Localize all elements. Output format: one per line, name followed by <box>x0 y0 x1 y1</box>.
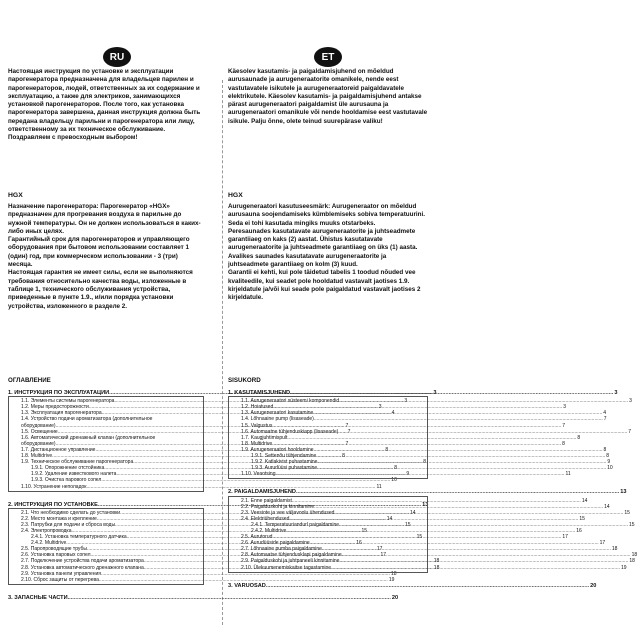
toc-entry-title: 1.3. Aurugeneraatori kasutamine <box>241 410 314 417</box>
toc-entry-title: 2.7. Lõhnaaine pumba paigaldamine <box>241 546 322 553</box>
toc-entry-title: 2. PAIGALDAMISJUHEND <box>228 489 296 496</box>
toc-entry-title: 1.7. Kaugjuhtimispult <box>241 434 288 441</box>
toc-entry-title: 2.2. Paigalduskoht ja kinnitamine <box>241 503 315 510</box>
toc-entry-title: оборудование) <box>21 440 56 447</box>
toc-entry-title: 1.6. Автоматический дренажный клапан (дополнительное <box>21 434 156 441</box>
toc-entry-title: 2.2. Место монтажа и крепление <box>21 515 97 522</box>
toc-entry <box>11 483 382 490</box>
toc-entry-page: 7 <box>562 422 566 429</box>
toc-leader-dots <box>266 583 589 589</box>
toc-section-box <box>228 496 637 573</box>
toc-entry-title: 1.1. Элементы системы парогенератора <box>21 398 115 405</box>
toc-entry-page: 15 <box>579 515 585 522</box>
et-hgx-body <box>228 203 428 303</box>
toc-entry-page: 15 <box>405 521 411 528</box>
toc-entry-page: 7 <box>603 416 607 423</box>
toc-entry <box>228 582 597 589</box>
toc-entry <box>11 576 395 583</box>
toc-entry-page: 3 <box>563 404 566 411</box>
toc-entry-page: 14 <box>410 509 416 516</box>
toc-entry-page: 18 <box>433 564 440 571</box>
toc-entry-page: 3 <box>378 404 382 411</box>
toc-entry-page: 8 <box>385 446 389 453</box>
toc-entry-title: 2.4.2. Multidrive <box>251 527 287 534</box>
toc-entry-title: 1.9.3. Очистка парового сопел <box>31 477 102 484</box>
toc-entry-page: 7 <box>347 428 351 435</box>
toc-entry-title: 2.5. Aurutorud <box>241 534 273 541</box>
ru-hgx-body <box>8 203 204 311</box>
toc-entry-page: 3 <box>404 398 408 405</box>
toc-entry-title: оборудование) <box>21 422 56 429</box>
toc-entry-page: 11 <box>565 471 571 478</box>
toc-entry-title: 2.9. Установка панели управления <box>21 570 101 577</box>
toc-entry-page: 3 <box>629 398 632 405</box>
toc-entry-page: 8 <box>342 453 345 460</box>
toc-leader-dots <box>68 595 391 601</box>
toc-entry-title: 1.9.3. Aurudüüsi puhastamine <box>251 465 318 472</box>
et-hgx-title: HGX <box>228 192 243 199</box>
toc-entry-page: 18 <box>611 546 618 553</box>
ru-hgx-warranty: Гарантийный срок для парогенераторов и управляющего оборудования при бытовом использовании составляет 1 (один) год, при коммерческом использовании - 3 (три) месяца. <box>8 236 190 269</box>
toc-entry <box>228 390 618 397</box>
toc-entry-page: 13 <box>620 489 627 496</box>
et-hgx-warranty: Peresaunades kasutatavate aurugeneraatorite ja juhtseadmete garantiiaeg on kaks (2) aastat. Ühistus kasutatavate aurugeneraatorite ja juhtseadmete garantiiaeg on üks (1) aasta. Avalikes saunades kasutatavate aurugeneraatorite ja juhtseadmete garantiiaeg on kolm (3) kuud. <box>228 227 418 269</box>
toc-entry-page: 15 <box>416 534 423 541</box>
toc-entry-page: 19 <box>621 564 627 571</box>
toc-leader-dots <box>275 471 564 477</box>
toc-entry-title: 1.5. Valgustus <box>241 422 273 429</box>
toc-leader-dots <box>331 565 620 571</box>
toc-entry-title: 1. KASUTAMISJUHEND <box>228 390 291 397</box>
toc-entry-page: 15 <box>628 521 635 528</box>
toc-entry-page: 13 <box>422 501 429 508</box>
language-badge-et: ET <box>314 47 342 67</box>
toc-entry-page: 14 <box>386 515 393 522</box>
toc-entry-page: 15 <box>361 527 368 534</box>
toc-entry-page: 9 <box>406 471 410 478</box>
toc-entry-title: 2.9. Paigalduskohi ja juhtpaneeli kinnitamine <box>241 558 340 565</box>
toc-entry-title: 1.4. Устройство подачи ароматизатора (дополнительное <box>21 416 153 423</box>
toc-entry-page: 17 <box>599 540 606 547</box>
toc-entry-page: 8 <box>577 434 581 441</box>
toc-entry-title: 1.7. Дистанционное управление <box>21 446 96 453</box>
toc-leader-dots <box>290 390 613 396</box>
toc-entry-title: 2.4. Электропроводка <box>21 527 72 534</box>
toc-entry-title: 1.9.1. Опорожнение отстойника <box>31 465 105 472</box>
toc-entry-page: 15 <box>624 509 630 516</box>
toc-entry <box>228 489 627 496</box>
toc-entry-page: 17 <box>376 546 383 553</box>
toc-entry-title: 2.1. Enne paigaldamist <box>241 497 292 504</box>
toc-entry-page: 8 <box>603 446 607 453</box>
toc-entry-title: 2.4.1. Установка температурного датчика <box>31 534 127 541</box>
toc-entry-page: 4 <box>603 410 607 417</box>
toc-entry-page: 20 <box>590 582 597 589</box>
toc-entry-title: 1.9.2. Katlakivist puhastamine <box>251 459 318 466</box>
toc-entry-page: 7 <box>345 422 349 429</box>
toc-entry-title: 1.3. Эксплуатация парогенератора <box>21 410 102 417</box>
toc-entry-title: 1.10. Устранение неполадок <box>21 483 87 490</box>
toc-entry-page: 10 <box>607 465 613 472</box>
toc-entry-title: 1.9. Aurugeneraatori hooldamine <box>241 446 314 453</box>
toc-entry-page: 17 <box>380 552 387 559</box>
toc-entry-title: 2.4.1. Temperatuuriandurl paigaldamine <box>251 521 340 528</box>
ru-hgx-purpose: Назначение парогенератора: Парогенератор «HGX» предназначен для прогревания воздуха в парильне до нужной температуры. Он не должен использоваться в каких-либо иных целях. <box>8 203 201 235</box>
toc-entry-title: 2.4.2. Multidrive <box>31 540 67 547</box>
toc-entry-page: 8 <box>423 459 426 466</box>
toc-entry-title: 2.6. Aurudüüside paigaldamine <box>241 540 310 547</box>
toc-entry-title: 1.4. Lõhnaaine pump (lisaseade) <box>241 416 314 423</box>
toc-entry-title: 2.6. Установка паровых сопел <box>21 552 91 559</box>
toc-entry-title: 2. ИНСТРУКЦИЯ ПО УСТАНОВКЕ <box>8 501 98 508</box>
ru-hgx-title: HGX <box>8 192 23 199</box>
ru-intro: Настоящая инструкция по установке и эксплуатации парогенератора предназначена для владельцев парилен и парогенераторов, людей, ответственных за их содержание и эксплуатацию, а также для электриков, занимающихся установкой парогенераторов. После того, как установка парогенератора завершена, данная инструкция должна быть передана владельцу парильни и парогенератора или лицу, ответственному за их техническое обслуживание. Поздравляем с превосходным выбором! <box>8 68 201 142</box>
toc-entry-title: 2.10. Ülekuumenemiskaitse tagastamine <box>241 564 332 571</box>
toc-entry-title: 3. ЗАПАСНЫЕ ЧАСТИ <box>8 594 68 601</box>
toc-entry-title: 1.2. Hoiatused <box>241 404 274 411</box>
toc-entry-page: 9 <box>607 459 611 466</box>
toc-entry <box>231 471 571 478</box>
toc-entry-page: 19 <box>388 576 395 583</box>
toc-entry-title: 1.8. Multidrive <box>21 453 53 460</box>
toc-entry-page: 20 <box>391 594 399 601</box>
toc-entry-page: 3 <box>433 390 437 397</box>
toc-entry-title: 1.1. Aurugeneraatori süsteemi komponendid <box>241 398 340 405</box>
et-intro: Käesolev kasutamis- ja paigaldamisjuhend on mõeldud aurusaunade ja aurugeneraatorite omanikele, nende eest vastutavatele isikutele ja aurugeneraatoreid paigaldavatele elektrikutele. Käesolev kasutamis- ja paigaldamisjuhend antakse pärast aurugeneraatori paigaldamist üle aurusauna ja aurugeneraatori omanikule või nende hooldamise eest vastutavale isikule. Palju õnne, olete teinud suurepärase valiku! <box>228 68 428 125</box>
toc-entry-title: 1.6. Automaatne tühjenduskiapp (lisaseade) <box>241 428 339 435</box>
toc-entry-title: 2.1. Что необходимо сделать до установки <box>21 509 121 516</box>
toc-entry-title: 2.8. Установка автоматического дренажного клапана <box>21 564 144 571</box>
toc-leader-dots <box>296 489 619 495</box>
et-toc-list <box>228 390 637 589</box>
toc-entry-title: 1.9.2. Удаление известкового налета <box>31 471 117 478</box>
ru-toc-title: ОГЛАВЛЕНИЕ <box>8 377 51 384</box>
toc-entry-page: 18 <box>631 552 637 559</box>
toc-entry-title: 2.4. Elektriühendused <box>241 515 290 522</box>
toc-entry-page: 7 <box>345 440 349 447</box>
toc-entry-title: 2.8. Automaatse tühjendusklapi paigaldamine <box>241 552 342 559</box>
toc-entry-page: 10 <box>391 477 397 484</box>
toc-entry-title: 1.10. Veaotsing <box>241 471 276 478</box>
toc-entry-title: 1.2. Меры предосторожности <box>21 404 89 411</box>
et-hgx-warranty-conditions: Garantii ei kehti, kui pole täidetud tabelis 1 toodud nõuded vee kvaliteedile, kui seadet pole hooldatud vastavalt jaotises 1.9. kirjeldatule ja/või kui seade pole paigaldatud vastavalt jaotises 2 kirjeldatule. <box>228 269 421 302</box>
toc-entry-page: 4 <box>391 410 395 417</box>
toc-entry-page: 11 <box>376 483 382 490</box>
toc-entry-title: 3. VARUOSAD <box>228 582 266 589</box>
et-toc-title: SISUKORD <box>228 377 261 384</box>
toc-entry-title: 1.9.1. Settenõu tühjendamine <box>251 453 317 460</box>
toc-entry-title: 2.3. Veesiote ja vee väljavoolu ühendused <box>241 509 335 516</box>
toc-entry-page: 8 <box>562 440 565 447</box>
toc-entry <box>8 594 399 601</box>
ru-hgx-warranty-conditions: Настоящая гарантия не имеет силы, если не выполняются требования относительно качества воды, изложенные в таблице 1, технического обслуживания устройства, приведенные в пункте 1.9., и/или порядка установки устройства, изложенного в разделе 2. <box>8 269 193 310</box>
toc-entry-page: 18 <box>629 558 635 565</box>
toc-entry-title: 2.3. Патрубки для подачи и сброса воды <box>21 521 116 528</box>
language-badge-ru: RU <box>103 47 131 67</box>
toc-section-box <box>228 396 632 479</box>
toc-entry-page: 18 <box>433 558 440 565</box>
toc-entry-page: 18 <box>390 570 397 577</box>
et-hgx-purpose: Aurugeneraatori kasutuseesmärk: Aurugeneraator on mõeldud aurusauna soojendamiseks kümblemiseks sobiva temperatuurini. Seda ei tohi kasutada mingiks muuks otstarbeks. <box>228 203 426 227</box>
toc-entry-page: 8 <box>606 453 610 460</box>
toc-entry-page: 3 <box>614 390 618 397</box>
toc-entry-page: 8 <box>394 465 397 472</box>
toc-entry-title: 1.5. Освещение <box>21 428 58 435</box>
toc-entry-page: 7 <box>628 428 632 435</box>
toc-entry-title: 2.7. Подключение устройства подачи ароматизатора <box>21 558 144 565</box>
toc-entry-page: 14 <box>581 497 588 504</box>
toc-entry-title: 2.10. Сброс защиты от перегрева <box>21 576 99 583</box>
toc-entry-page: 16 <box>356 540 362 547</box>
toc-entry-title: 1. ИНСТРУКЦИЯ ПО ЭКСПЛУАТАЦИИ <box>8 390 110 397</box>
toc-entry-page: 16 <box>576 527 582 534</box>
toc-entry-page: 17 <box>562 534 568 541</box>
et-table-of-contents <box>228 377 637 589</box>
toc-entry-page: 14 <box>604 503 610 510</box>
toc-entry-title: 1.8. Multidrive <box>241 440 273 447</box>
toc-entry-title: 2.5. Паропроводящие трубы <box>21 546 87 553</box>
toc-entry-title: 1.9. Техническое обслуживание парогенератора <box>21 459 134 466</box>
